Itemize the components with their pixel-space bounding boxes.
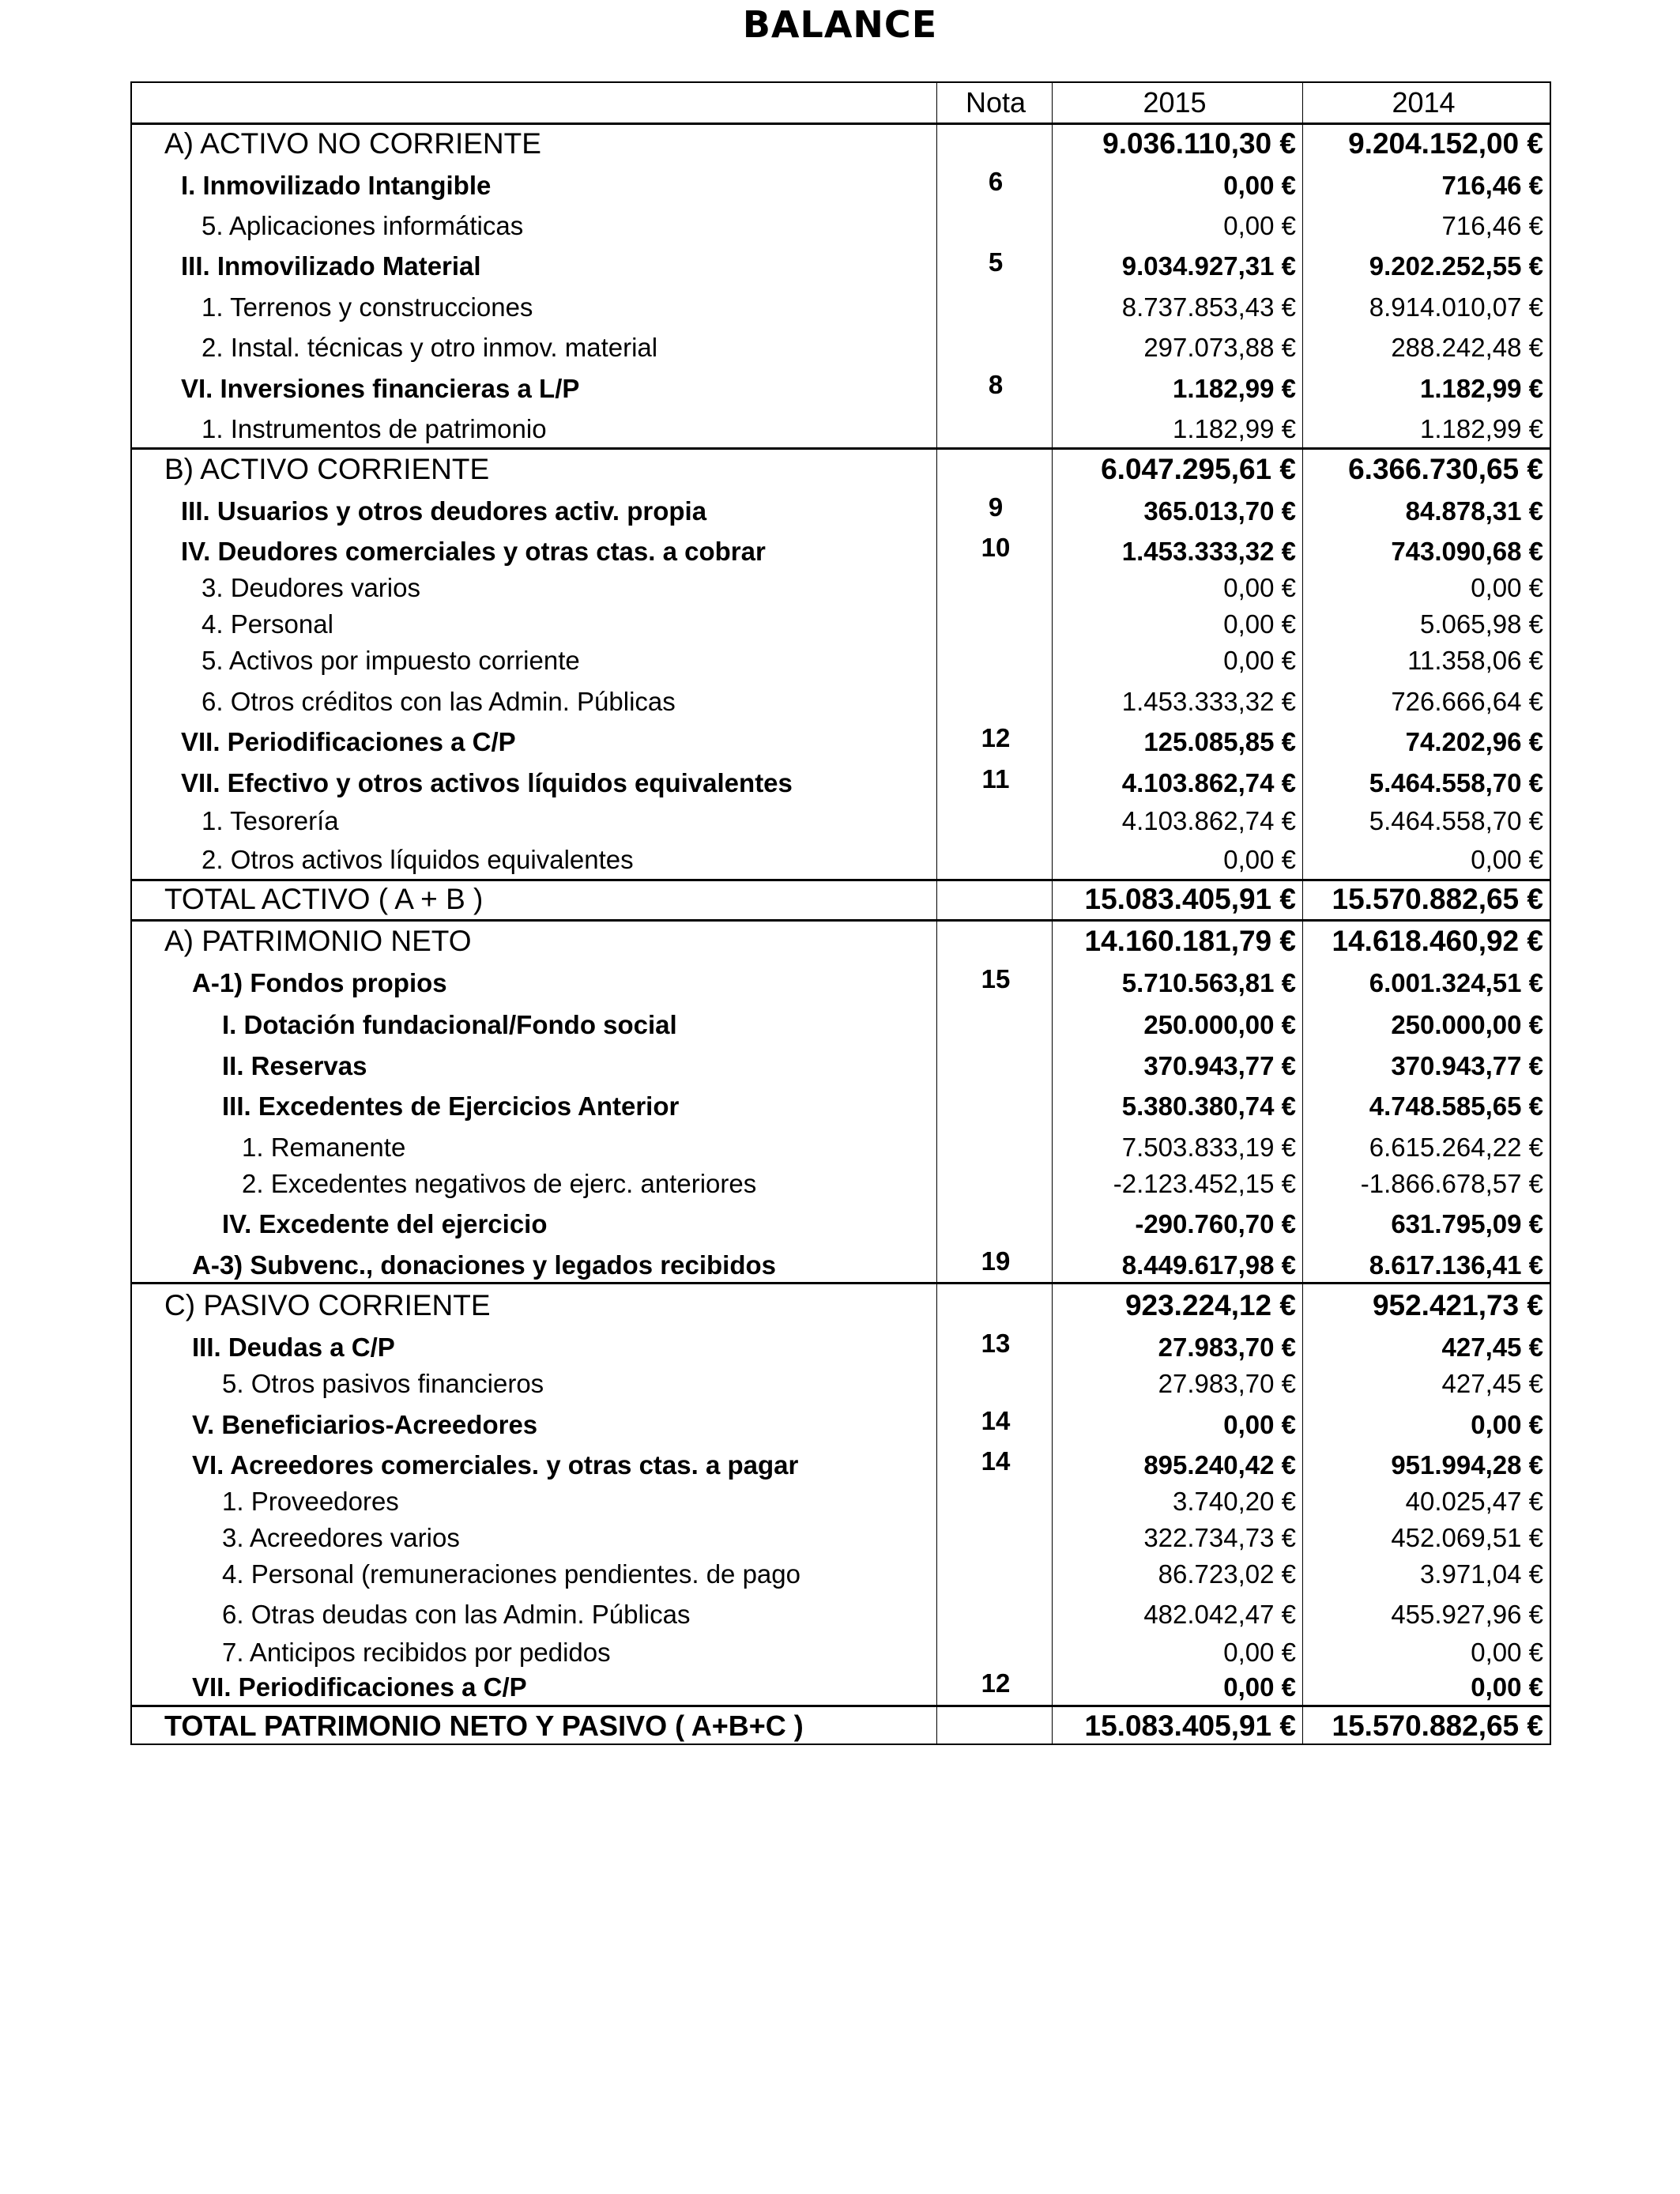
row-nota: [938, 925, 1053, 957]
table-row: [132, 1406, 1550, 1441]
row-nota: [938, 210, 1053, 242]
row-value-2014: 455.927,96 €: [1391, 1600, 1543, 1629]
row-value-2014: 6.615.264,22 €: [1369, 1133, 1543, 1162]
row-value-2015: 14.160.181,79 €: [1084, 925, 1296, 957]
row-value-2014: 9.202.252,55 €: [1369, 251, 1543, 281]
row-nota: [938, 844, 1053, 876]
row-label: VII. Periodificaciones a C/P: [181, 727, 516, 756]
row-value-2014: 631.795,09 €: [1391, 1209, 1543, 1238]
row-nota: 19: [981, 1246, 1011, 1276]
row-value-2015: 27.983,70 €: [1158, 1369, 1296, 1398]
table-row: [132, 572, 1550, 604]
row-nota: [938, 645, 1053, 677]
row-value-2015: -290.760,70 €: [1135, 1209, 1296, 1238]
table-row: [132, 844, 1550, 876]
row-nota: 12: [981, 723, 1011, 752]
row-value-2015: 923.224,12 €: [1124, 1289, 1296, 1321]
header-label: [132, 87, 936, 119]
row-value-2014: 1.182,99 €: [1420, 374, 1543, 403]
row-value-2014: 9.204.152,00 €: [1348, 127, 1543, 160]
table-row: [132, 1599, 1550, 1630]
row-label: 1. Instrumentos de patrimonio: [202, 414, 547, 443]
row-value-2014: 3.971,04 €: [1420, 1559, 1543, 1589]
table-row: [132, 1446, 1550, 1481]
table-row: [132, 1246, 1550, 1281]
row-value-2015: 15.083.405,91 €: [1084, 883, 1296, 915]
row-label: 2. Excedentes negativos de ejerc. anteriores: [242, 1169, 757, 1198]
table-row: [132, 1290, 1550, 1321]
row-value-2015: 15.083.405,91 €: [1084, 1710, 1296, 1742]
row-value-2014: 5.065,98 €: [1420, 609, 1543, 639]
row-value-2015: 7.503.833,19 €: [1121, 1133, 1296, 1162]
row-value-2014: -1.866.678,57 €: [1360, 1169, 1543, 1198]
row-value-2014: 5.464.558,70 €: [1369, 806, 1543, 835]
row-value-2015: 365.013,70 €: [1143, 496, 1296, 526]
row-label: III. Inmovilizado Material: [181, 251, 481, 281]
row-label: III. Deudas a C/P: [192, 1333, 395, 1362]
row-value-2014: 1.182,99 €: [1420, 414, 1543, 443]
row-value-2014: 452.069,51 €: [1391, 1523, 1543, 1552]
row-value-2014: 40.025,47 €: [1405, 1487, 1543, 1516]
row-nota: [938, 1168, 1053, 1200]
row-nota: 13: [981, 1329, 1011, 1358]
table-row: [132, 723, 1550, 758]
row-value-2015: 250.000,00 €: [1143, 1010, 1296, 1039]
row-nota: [938, 332, 1053, 364]
row-label: 3. Acreedores varios: [222, 1523, 460, 1552]
row-label: A-1) Fondos propios: [192, 968, 447, 997]
row-value-2014: 370.943,77 €: [1391, 1051, 1543, 1080]
row-nota: [938, 1637, 1053, 1668]
row-nota: [938, 1009, 1053, 1041]
row-nota: 14: [981, 1406, 1011, 1435]
row-value-2015: 322.734,73 €: [1143, 1523, 1296, 1552]
row-label: 1. Proveedores: [222, 1487, 399, 1516]
row-label: 4. Personal (remuneraciones pendientes. de pago: [222, 1559, 800, 1589]
row-nota: 8: [988, 370, 1004, 399]
row-value-2015: 0,00 €: [1223, 1672, 1296, 1702]
row-value-2014: 14.618.460,92 €: [1332, 925, 1543, 957]
row-label: I. Dotación fundacional/Fondo social: [222, 1010, 677, 1039]
row-label: IV. Deudores comerciales y otras ctas. a cobrar: [181, 537, 766, 566]
row-label: TOTAL ACTIVO ( A + B ): [164, 883, 484, 915]
table-row-total-activo: [132, 884, 1550, 915]
row-nota: [938, 1132, 1053, 1163]
row-label: IV. Excedente del ejercicio: [222, 1209, 548, 1238]
row-nota: [938, 805, 1053, 837]
row-value-2014: 15.570.882,65 €: [1332, 883, 1543, 915]
row-value-2015: 0,00 €: [1223, 646, 1296, 675]
row-value-2014: 952.421,73 €: [1372, 1289, 1543, 1321]
table-row: [132, 210, 1550, 242]
row-value-2015: -2.123.452,15 €: [1113, 1169, 1296, 1198]
row-nota: 11: [981, 764, 1010, 794]
row-nota: [938, 1208, 1053, 1240]
row-label: V. Beneficiarios-Acreedores: [192, 1410, 538, 1439]
row-value-2014: 84.878,31 €: [1405, 496, 1543, 526]
row-value-2015: 0,00 €: [1223, 573, 1296, 602]
row-value-2014: 0,00 €: [1471, 1672, 1543, 1702]
header-divider: [132, 123, 1550, 125]
table-row: [132, 1637, 1550, 1668]
row-label: B) ACTIVO CORRIENTE: [164, 453, 490, 485]
row-value-2014: 15.570.882,65 €: [1332, 1710, 1543, 1742]
row-label: 6. Otros créditos con las Admin. Públicas: [202, 687, 676, 716]
row-value-2015: 1.182,99 €: [1173, 414, 1296, 443]
table-row: [132, 1522, 1550, 1554]
table-row: [132, 1329, 1550, 1363]
table-row-total-pasivo: [132, 1710, 1550, 1742]
table-row: [132, 764, 1550, 799]
row-value-2014: 0,00 €: [1471, 845, 1543, 874]
row-nota: [938, 884, 1053, 915]
row-value-2015: 1.182,99 €: [1173, 374, 1296, 403]
row-label: 2. Instal. técnicas y otro inmov. material: [202, 333, 658, 362]
table-row: [132, 964, 1550, 999]
row-label: II. Reservas: [222, 1051, 367, 1080]
table-row: [132, 332, 1550, 364]
row-label: III. Usuarios y otros deudores activ. propia: [181, 496, 707, 526]
row-value-2014: 0,00 €: [1471, 1410, 1543, 1439]
row-nota: 6: [988, 167, 1004, 196]
row-value-2015: 0,00 €: [1223, 609, 1296, 639]
table-row: [132, 1132, 1550, 1163]
table-row: [132, 413, 1550, 445]
row-value-2015: 4.103.862,74 €: [1121, 806, 1296, 835]
table-row: [132, 292, 1550, 323]
table-row: [132, 167, 1550, 202]
row-value-2015: 5.380.380,74 €: [1121, 1091, 1296, 1121]
row-value-2015: 9.036.110,30 €: [1102, 127, 1296, 160]
row-value-2014: 6.001.324,51 €: [1369, 968, 1543, 997]
row-value-2014: 716,46 €: [1441, 171, 1543, 200]
table-row: [132, 1486, 1550, 1517]
row-label: VI. Acreedores comerciales. y otras ctas. a pagar: [192, 1450, 799, 1480]
row-label: III. Excedentes de Ejercicios Anterior: [222, 1091, 680, 1121]
row-value-2015: 27.983,70 €: [1158, 1333, 1296, 1362]
row-value-2015: 0,00 €: [1223, 1638, 1296, 1667]
row-value-2015: 125.085,85 €: [1143, 727, 1296, 756]
header-nota: Nota: [965, 86, 1026, 119]
row-value-2015: 8.449.617,98 €: [1121, 1250, 1296, 1280]
row-label: 1. Terrenos y construcciones: [202, 292, 533, 322]
table-row: [132, 1368, 1550, 1400]
row-label: 5. Activos por impuesto corriente: [202, 646, 580, 675]
row-value-2014: 11.358,06 €: [1407, 646, 1543, 675]
row-nota: [938, 413, 1053, 445]
table-row: [132, 805, 1550, 837]
row-nota: [938, 1050, 1053, 1082]
row-nota: [938, 686, 1053, 718]
row-value-2014: 716,46 €: [1441, 211, 1543, 240]
row-value-2014: 4.748.585,65 €: [1369, 1091, 1543, 1121]
table-row: [132, 247, 1550, 282]
table-row: [132, 1668, 1550, 1703]
row-nota: [938, 128, 1053, 160]
row-value-2014: 5.464.558,70 €: [1369, 768, 1543, 797]
table-row: [132, 492, 1550, 527]
section-divider-total-activo: [132, 879, 1550, 881]
table-row: [132, 645, 1550, 677]
row-label: VI. Inversiones financieras a L/P: [181, 374, 580, 403]
row-label: A) PATRIMONIO NETO: [164, 925, 472, 957]
row-nota: [938, 572, 1053, 604]
row-value-2015: 370.943,77 €: [1143, 1051, 1296, 1080]
row-nota: [938, 1091, 1053, 1122]
row-value-2015: 9.034.927,31 €: [1121, 251, 1296, 281]
table-header-row: [132, 87, 1550, 119]
row-value-2015: 1.453.333,32 €: [1121, 687, 1296, 716]
row-nota: [938, 454, 1053, 485]
row-value-2014: 74.202,96 €: [1405, 727, 1543, 756]
row-label: 1. Tesorería: [202, 806, 339, 835]
row-value-2014: 427,45 €: [1441, 1333, 1543, 1362]
row-nota: 10: [981, 533, 1011, 562]
row-nota: [938, 292, 1053, 323]
row-value-2014: 427,45 €: [1441, 1369, 1543, 1398]
row-label: 5. Aplicaciones informáticas: [202, 211, 524, 240]
table-row: [132, 454, 1550, 485]
row-label: TOTAL PATRIMONIO NETO Y PASIVO ( A+B+C ): [164, 1710, 804, 1742]
row-label: 1. Remanente: [242, 1133, 406, 1162]
row-label: 7. Anticipos recibidos por pedidos: [222, 1638, 611, 1667]
row-value-2014: 288.242,48 €: [1391, 333, 1543, 362]
row-value-2015: 895.240,42 €: [1143, 1450, 1296, 1480]
row-nota: [938, 1486, 1053, 1517]
row-nota: 9: [988, 492, 1004, 522]
row-label: C) PASIVO CORRIENTE: [164, 1289, 491, 1321]
table-row: [132, 128, 1550, 160]
row-nota: [938, 609, 1053, 640]
row-label: A-3) Subvenc., donaciones y legados recibidos: [192, 1250, 777, 1280]
table-row: [132, 925, 1550, 957]
row-value-2015: 1.453.333,32 €: [1121, 537, 1296, 566]
row-label: 6. Otras deudas con las Admin. Públicas: [222, 1600, 691, 1629]
row-label: 3. Deudores varios: [202, 573, 420, 602]
row-value-2014: 250.000,00 €: [1391, 1010, 1543, 1039]
balance-table: [130, 81, 1551, 1745]
table-row: [132, 1091, 1550, 1122]
table-row: [132, 1559, 1550, 1590]
row-value-2015: 482.042,47 €: [1143, 1600, 1296, 1629]
header-2014: 2014: [1392, 86, 1456, 119]
section-divider-pasivo-corriente: [132, 1282, 1550, 1284]
row-value-2014: 743.090,68 €: [1391, 537, 1543, 566]
row-value-2014: 8.914.010,07 €: [1369, 292, 1543, 322]
table-row: [132, 370, 1550, 405]
row-label: 4. Personal: [202, 609, 333, 639]
row-label: VII. Periodificaciones a C/P: [192, 1672, 527, 1702]
row-nota: [938, 1522, 1053, 1554]
row-value-2015: 0,00 €: [1223, 171, 1296, 200]
row-label: VII. Efectivo y otros activos líquidos equivalentes: [181, 768, 793, 797]
table-row: [132, 686, 1550, 718]
row-value-2015: 3.740,20 €: [1173, 1487, 1296, 1516]
row-nota: [938, 1599, 1053, 1630]
table-row: [132, 1168, 1550, 1200]
section-divider-patrimonio-neto: [132, 919, 1550, 922]
row-label: A) ACTIVO NO CORRIENTE: [164, 127, 541, 160]
row-nota: [938, 1710, 1053, 1742]
row-value-2015: 0,00 €: [1223, 1410, 1296, 1439]
row-nota: 14: [981, 1446, 1011, 1476]
row-nota: 12: [981, 1668, 1011, 1698]
row-label: 2. Otros activos líquidos equivalentes: [202, 845, 634, 874]
row-value-2014: 8.617.136,41 €: [1369, 1250, 1543, 1280]
row-label: I. Inmovilizado Intangible: [181, 171, 492, 200]
section-divider-activo-corriente: [132, 447, 1550, 450]
table-row: [132, 1208, 1550, 1240]
row-value-2015: 0,00 €: [1223, 211, 1296, 240]
row-value-2014: 951.994,28 €: [1391, 1450, 1543, 1480]
section-divider-total-pasivo: [132, 1705, 1550, 1707]
row-value-2014: 6.366.730,65 €: [1348, 453, 1543, 485]
table-row: [132, 1050, 1550, 1082]
header-2015: 2015: [1143, 86, 1207, 119]
row-value-2014: 726.666,64 €: [1391, 687, 1543, 716]
row-nota: [938, 1368, 1053, 1400]
row-nota: [938, 1290, 1053, 1321]
row-value-2015: 8.737.853,43 €: [1121, 292, 1296, 322]
row-value-2015: 86.723,02 €: [1158, 1559, 1296, 1589]
row-nota: [938, 1559, 1053, 1590]
row-value-2015: 5.710.563,81 €: [1121, 968, 1296, 997]
row-value-2015: 4.103.862,74 €: [1121, 768, 1296, 797]
table-row: [132, 533, 1550, 567]
row-value-2015: 6.047.295,61 €: [1101, 453, 1296, 485]
row-nota: 5: [988, 247, 1004, 277]
row-value-2015: 0,00 €: [1223, 845, 1296, 874]
document-title: BALANCE: [742, 3, 938, 46]
row-value-2014: 0,00 €: [1471, 573, 1543, 602]
table-row: [132, 609, 1550, 640]
row-value-2015: 297.073,88 €: [1143, 333, 1296, 362]
row-value-2014: 0,00 €: [1471, 1638, 1543, 1667]
row-nota: 15: [981, 964, 1011, 993]
row-label: 5. Otros pasivos financieros: [222, 1369, 544, 1398]
table-row: [132, 1009, 1550, 1041]
